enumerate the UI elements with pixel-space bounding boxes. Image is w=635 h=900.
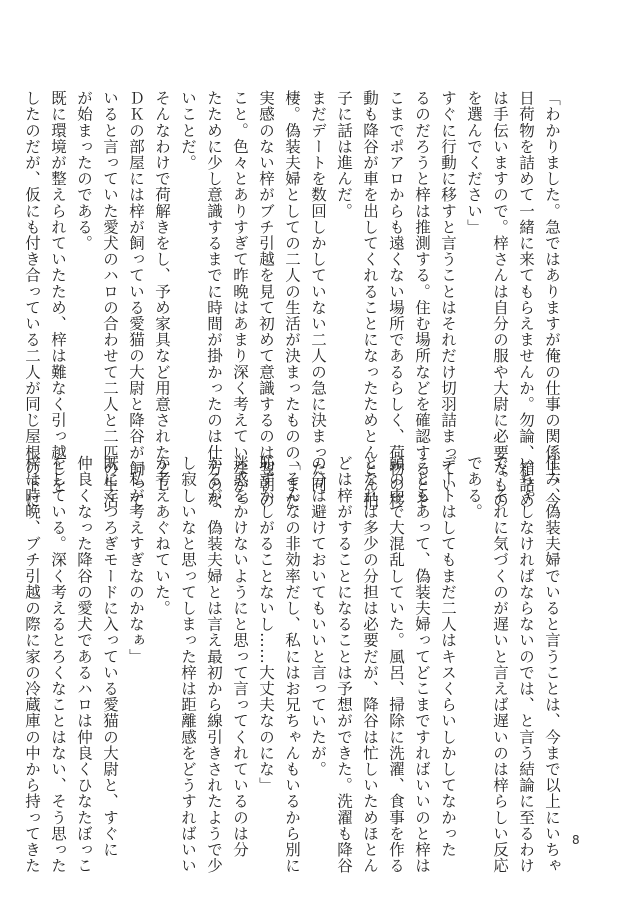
text-line: 動も降谷が車を出してくれることになったためとんとん拍 — [361, 90, 379, 509]
text-line: で。それに気づくのが遅いと言えば遅いのは梓らしい反応 — [491, 455, 509, 874]
text-line: いことだ。 — [179, 90, 197, 171]
text-line: まだデートを数回しかしていない二人の急に決まった同 — [309, 90, 327, 493]
text-line: 「そんなの非効率だし、私にはお兄ちゃんもいるから別に — [283, 455, 301, 874]
text-line: である。 — [465, 455, 483, 520]
text-line: こともあって、偽装夫婦ってどこまですればいいのと梓は — [413, 455, 431, 874]
text-line: 「わかりました。急ではありますが俺の仕事の関係上、今 — [543, 90, 561, 509]
text-line: るのだろうと梓は推測する。住む場所などを確認するとそ — [413, 90, 431, 509]
text-line: 棲。偽装夫婦としての二人の生活が決まったものの、まだ — [283, 90, 301, 509]
text-line: したのだが、仮にも付き合っている二人が同じ屋根の下に — [23, 90, 41, 509]
text-line: どは梓がすることになることは予想ができた。洗濯も降谷 — [335, 455, 353, 874]
text-line: すぐに行動に移すと言うことはそれだけ切羽詰まってい — [439, 90, 457, 493]
text-line: となれば多少の分担は必要だが、降谷は忙しいためほとん — [361, 455, 379, 874]
lower-text-block — [23, 455, 565, 874]
text-line: 既にくつろぎモードに入っている愛猫の大尉と、すぐに — [101, 455, 119, 858]
text-line: いると言っていた愛犬のハロの合わせて二人と二匹の生活 — [101, 90, 119, 509]
text-line: か考えあぐねていた。 — [153, 455, 171, 616]
text-line: こまでポアロからも遠くない場所であるらしく、荷物の移 — [387, 90, 405, 509]
text-line: 梓は時晩、ブチ引越の際に家の冷蔵庫の中から持ってきた — [23, 455, 41, 874]
text-line: は手伝いますので。梓さんは自分の服や大尉に必要なもの — [491, 90, 509, 509]
text-line: いちゃしなければならないのでは、と言う結論に至るわけ — [517, 455, 535, 874]
text-line: かるが、偽装夫婦とは言え最初から線引きされたようで少 — [205, 455, 223, 874]
text-line: 子に話は進んだ。 — [335, 90, 353, 219]
text-line: の分は避けておいてもいいと言っていたが。 — [309, 455, 327, 777]
text-line: こと。色々とありすぎて昨晩はあまり深く考えていなかっ — [231, 90, 249, 509]
text-line: を選んでください」 — [465, 90, 483, 235]
text-line: 仲良くなった降谷の愛犬であるハロは仲良くひなたぼっこ — [75, 455, 93, 874]
text-line: そんなわけで荷解きをし、予め家具など用意された２Ｌ — [153, 90, 171, 493]
text-line: 日荷物を詰めて一緒に来てもらえませんか。勿論、箱詰め — [517, 90, 535, 509]
text-line: をしている。深く考えるとろくなことはない、そう思った — [49, 455, 67, 874]
text-line: ＤＫの部屋には梓が飼っている愛猫の大尉と降谷が飼って — [127, 90, 145, 509]
text-line: デートはしてもまだ二人はキスくらいしかしてなかった — [439, 455, 457, 858]
upper-text-block — [23, 90, 565, 509]
text-line: 実感のない梓がブチ引越を見て初めて意識するのは翌朝の — [257, 90, 275, 509]
page-number: 8 — [572, 833, 580, 847]
text-line: たために少し意識するまでに時間が掛かったのは仕方のな — [205, 90, 223, 509]
text-line: 既に環境が整えられていたため、梓は難なく引っ越しを — [49, 90, 67, 493]
text-line: が始まったのである。 — [75, 90, 93, 251]
text-line: 恥ずかしがることないし……大丈夫なのにな」 — [257, 455, 275, 794]
text-line: 住み、偽装夫婦でいると言うことは、今まで以上にいちゃ — [543, 455, 561, 874]
text-line: し寂しいなと思ってしまった梓は距離感をどうすればいい — [179, 455, 197, 874]
text-line: 迷惑をかけないようにと思って言ってくれているのは分 — [231, 455, 249, 858]
text-line: 「私が考えすぎなのかなぁ」 — [127, 455, 145, 665]
text-line: 頭の中で大混乱していた。風呂、掃除に洗濯、食事を作る — [387, 455, 405, 874]
